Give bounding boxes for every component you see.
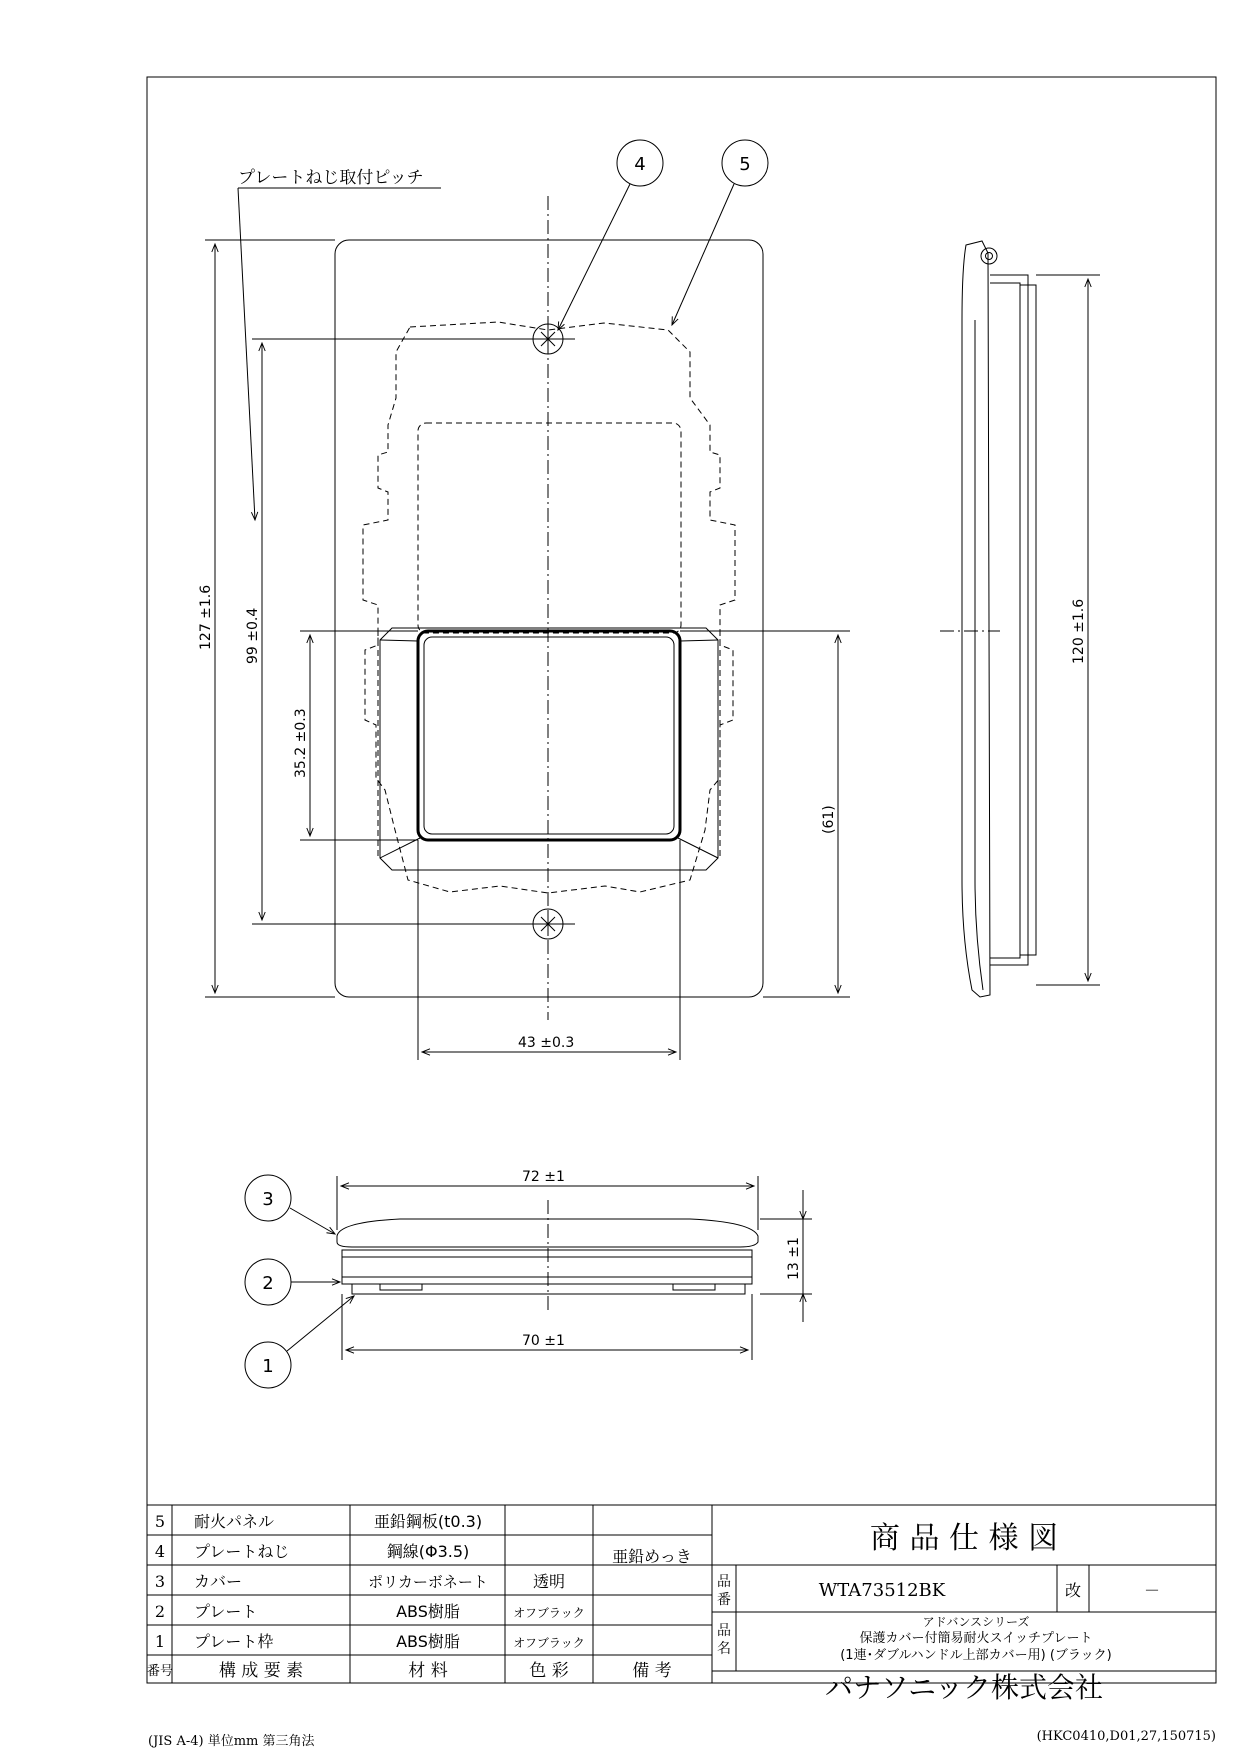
parts-row-1: [155, 1632, 585, 1651]
svg-text:番: 番: [717, 1592, 731, 1608]
balloon-2: [245, 1259, 340, 1305]
svg-text:亜鉛鋼板(t0.3): 亜鉛鋼板(t0.3): [373, 1512, 483, 1531]
svg-text:番号: 番号: [146, 1664, 174, 1679]
svg-text:2: 2: [262, 1273, 274, 1294]
side-hinge: [981, 248, 997, 264]
svg-text:4: 4: [634, 154, 646, 175]
dim-72: 72 ±1: [522, 1169, 565, 1185]
dim-70: 70 ±1: [522, 1333, 565, 1349]
dim-13: 13 ±1: [786, 1237, 802, 1280]
parts-row-4: [155, 1542, 692, 1566]
svg-text:亜鉛めっき: 亜鉛めっき: [612, 1547, 692, 1566]
svg-text:耐火パネル: 耐火パネル: [194, 1512, 275, 1531]
parts-row-5: [155, 1512, 482, 1531]
rev-label: 改: [1064, 1581, 1082, 1600]
svg-text:ポリカーボネート: ポリカーボネート: [368, 1573, 488, 1591]
dim-99: 99 ±0.4: [245, 607, 261, 664]
part-no: WTA73512BK: [818, 1580, 946, 1601]
svg-text:5: 5: [154, 1512, 166, 1531]
svg-text:1: 1: [262, 1356, 274, 1377]
inner-hidden-lower: [378, 630, 720, 860]
footer-left: (JIS A-4) 単位mm 第三角法: [148, 1734, 315, 1749]
svg-text:材 料: 材 料: [408, 1661, 448, 1681]
parts-row-2: [155, 1602, 585, 1621]
balloon-1: [245, 1296, 354, 1388]
svg-text:オフブラック: オフブラック: [513, 1636, 585, 1650]
svg-text:カバー: カバー: [194, 1572, 243, 1591]
dim-120: 120 ±1.6: [1071, 598, 1087, 664]
svg-text:5: 5: [739, 154, 751, 175]
svg-text:構 成 要 素: 構 成 要 素: [218, 1661, 304, 1681]
rev-value: －: [1143, 1581, 1161, 1600]
svg-text:備 考: 備 考: [632, 1661, 672, 1681]
name-label: 品: [717, 1623, 731, 1639]
name-line-2: 保護カバー付簡易耐火スイッチプレート: [859, 1631, 1093, 1646]
dim-43: 43 ±0.3: [518, 1035, 575, 1051]
bottom-view: [245, 1169, 812, 1388]
inner-hidden-box: [418, 423, 681, 633]
pitch-label: プレートねじ取付ピッチ: [238, 168, 424, 188]
svg-text:透明: 透明: [532, 1572, 566, 1591]
part-no-label: 品: [717, 1574, 731, 1590]
dim-127: 127 ±1.6: [198, 584, 214, 650]
dim-35-2: 35.2 ±0.3: [293, 708, 309, 778]
side-view: [940, 241, 1100, 997]
svg-text:4: 4: [154, 1542, 166, 1561]
company-name: パナソニック株式会社: [824, 1671, 1104, 1704]
drawing-border: [147, 77, 1216, 1683]
handle-window: [418, 631, 680, 840]
svg-text:ABS樹脂: ABS樹脂: [396, 1602, 460, 1621]
svg-text:ABS樹脂: ABS樹脂: [396, 1632, 460, 1651]
balloon-5: [672, 140, 768, 325]
svg-text:3: 3: [154, 1572, 166, 1591]
front-view: [198, 140, 850, 1060]
svg-text:2: 2: [154, 1602, 166, 1621]
svg-text:1: 1: [154, 1632, 166, 1651]
name-line-3: (1連･ダブルハンドル上部カバー用) (ブラック): [840, 1648, 1112, 1663]
footer-right: (HKC0410,D01,27,150715): [1036, 1729, 1216, 1744]
handle-window-inner: [424, 637, 674, 834]
svg-text:プレートねじ: プレートねじ: [194, 1542, 290, 1561]
svg-text:鋼線(Φ3.5): 鋼線(Φ3.5): [386, 1542, 470, 1561]
balloon-4: [558, 140, 663, 330]
svg-text:名: 名: [717, 1641, 731, 1657]
balloon-3: [245, 1175, 335, 1234]
dim-61: (61): [821, 805, 837, 834]
svg-text:3: 3: [262, 1189, 274, 1210]
title-text: 商 品 仕 様 図: [869, 1521, 1059, 1556]
svg-text:プレート枠: プレート枠: [194, 1632, 274, 1651]
parts-table: [147, 1505, 712, 1683]
svg-text:プレート: プレート: [194, 1602, 258, 1621]
svg-text:オフブラック: オフブラック: [513, 1606, 585, 1620]
parts-row-3: [155, 1572, 565, 1591]
svg-text:色 彩: 色 彩: [529, 1661, 569, 1681]
plate-profile: [342, 1250, 752, 1284]
title-block: [712, 1505, 1216, 1704]
name-line-1: アドバンスシリーズ: [922, 1615, 1030, 1629]
